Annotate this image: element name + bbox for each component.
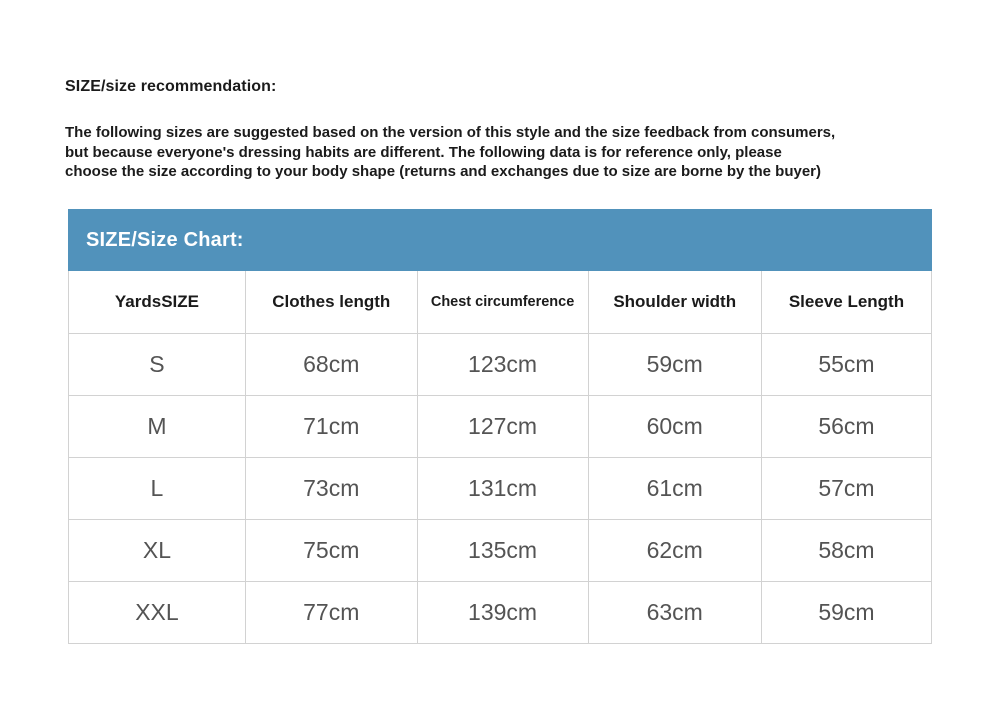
measurement-cell: 123cm — [417, 333, 588, 395]
measurement-cell: 61cm — [588, 457, 761, 519]
paragraph-line: The following sizes are suggested based on the version of this style and the size feedback from consumers, — [65, 124, 836, 141]
table-row — [69, 581, 932, 643]
table-header-row — [69, 271, 932, 333]
measurement-cell: 135cm — [417, 519, 588, 581]
column-header-shoulder-width: Shoulder width — [588, 271, 761, 333]
column-header-sleeve-length: Sleeve Length — [761, 271, 931, 333]
measurement-cell: 127cm — [417, 395, 588, 457]
measurement-cell: 77cm — [245, 581, 417, 643]
size-label-cell: XXL — [69, 581, 246, 643]
measurement-cell: 63cm — [588, 581, 761, 643]
size-label-cell: L — [69, 457, 246, 519]
paragraph-line: but because everyone's dressing habits are different. The following data is for reference only, please — [65, 143, 782, 161]
size-recommendation-title: SIZE/size recommendation: — [65, 78, 277, 95]
size-chart-section — [68, 209, 932, 644]
measurement-cell: 139cm — [417, 581, 588, 643]
size-label-cell: XL — [69, 519, 246, 581]
size-chart-banner — [68, 209, 932, 271]
measurement-cell: 73cm — [245, 457, 417, 519]
measurement-cell: 68cm — [245, 333, 417, 395]
size-recommendation-section — [65, 78, 945, 182]
size-label-cell: M — [69, 395, 246, 457]
table-row — [69, 457, 932, 519]
table-row — [69, 395, 932, 457]
column-header-size: YardsSIZE — [69, 271, 246, 333]
column-header-clothes-length: Clothes length — [245, 271, 417, 333]
size-table — [68, 271, 932, 644]
table-row — [69, 333, 932, 395]
column-header-chest-circumference: Chest circumference — [417, 271, 588, 333]
measurement-cell: 58cm — [761, 519, 931, 581]
measurement-cell: 59cm — [588, 333, 761, 395]
measurement-cell: 71cm — [245, 395, 417, 457]
measurement-cell: 59cm — [761, 581, 931, 643]
size-table-body — [69, 333, 932, 643]
measurement-cell: 57cm — [761, 457, 931, 519]
measurement-cell: 75cm — [245, 519, 417, 581]
size-chart-banner-title: SIZE/Size Chart: — [86, 228, 244, 251]
measurement-cell: 131cm — [417, 457, 588, 519]
measurement-cell: 62cm — [588, 519, 761, 581]
size-label-cell: S — [69, 333, 246, 395]
measurement-cell: 60cm — [588, 395, 761, 457]
measurement-cell: 55cm — [761, 333, 931, 395]
measurement-cell: 56cm — [761, 395, 931, 457]
table-row — [69, 519, 932, 581]
size-recommendation-paragraph — [65, 123, 945, 182]
paragraph-line: choose the size according to your body shape (returns and exchanges due to size are borne by the buyer) — [65, 163, 822, 180]
